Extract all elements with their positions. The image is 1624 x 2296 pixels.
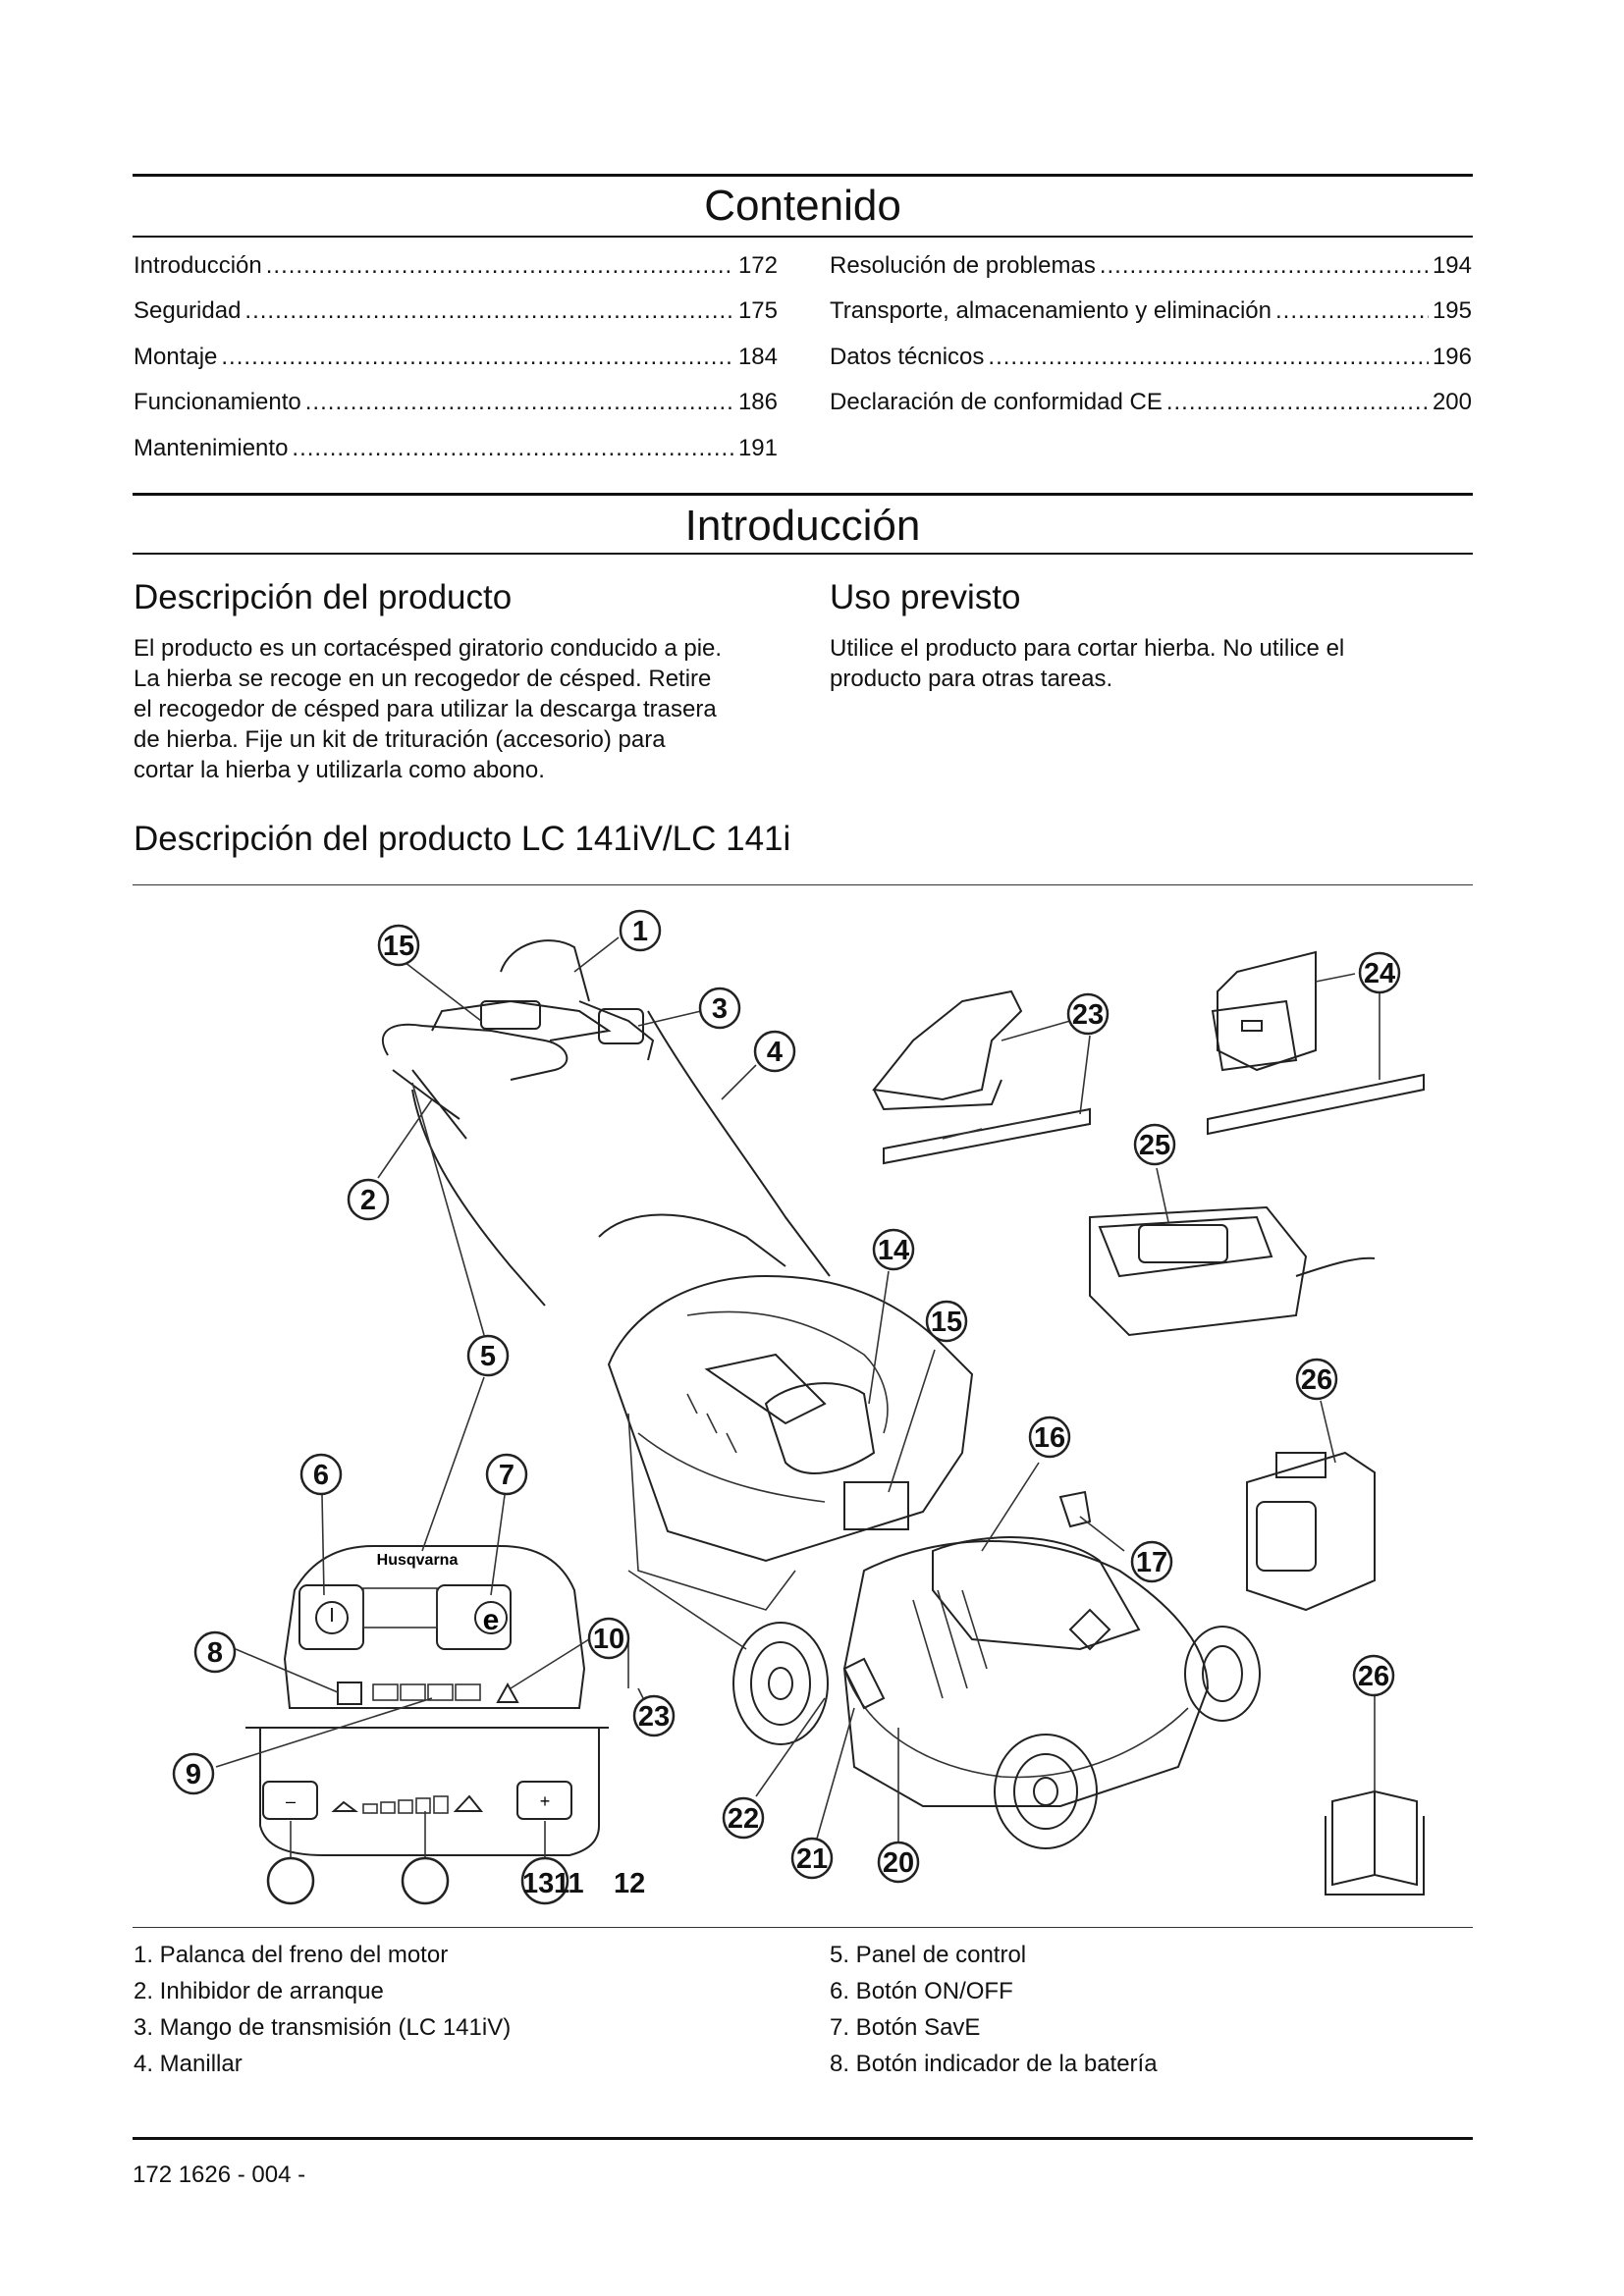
svg-text:15: 15 (382, 931, 415, 962)
legend-item: 3. Mango de transmisión (LC 141iV) (134, 2014, 512, 2041)
svg-text:7: 7 (498, 1460, 515, 1491)
control-panel-closeup (245, 1546, 609, 1855)
callout-9 (174, 1754, 213, 1793)
callout-13-label: 13 (522, 1868, 555, 1899)
figure-bottom-rule (133, 1927, 1473, 1928)
callout-2 (349, 1180, 388, 1219)
intended-use-heading: Uso previsto (830, 578, 1021, 616)
battery-illustration (1247, 1453, 1375, 1610)
charger-illustration (1090, 1207, 1375, 1335)
callout-24 (1135, 1125, 1174, 1164)
legend-item: 6. Botón ON/OFF (830, 1978, 1013, 2004)
callout-14 (874, 1230, 913, 1269)
brand-logo: Husqvarna (376, 1552, 459, 1569)
callout-25 (1297, 1360, 1336, 1399)
leader-lines (216, 937, 1380, 1860)
intro-title: Introducción (684, 502, 921, 550)
svg-text:+: + (539, 1791, 551, 1811)
callout-11-label: 11 (554, 1868, 584, 1899)
legend-item: 2. Inhibidor de arranque (134, 1978, 384, 2004)
legend-item: 5. Panel de control (830, 1942, 1027, 1968)
manual-book-illustration (1326, 1791, 1424, 1895)
toc-title: Contenido (704, 182, 901, 230)
svg-text:14: 14 (877, 1235, 910, 1266)
toc-entry[interactable]: Seguridad ..... 175 (134, 297, 778, 327)
callout-8 (195, 1632, 235, 1672)
svg-text:15: 15 (930, 1307, 963, 1338)
toc-entry[interactable]: Transporte, almacenamiento y eliminación ..... 195 (830, 297, 1472, 327)
svg-text:25: 25 (1138, 1130, 1171, 1161)
callout-15-handle (379, 926, 418, 965)
callout-1 (621, 911, 660, 950)
toc-entry[interactable]: Montaje ..... 184 (134, 344, 778, 373)
turtle-icon (334, 1802, 355, 1811)
callout-11-circle (403, 1858, 448, 1903)
legend-item: 4. Manillar (134, 2051, 243, 2077)
callout-22 (1068, 994, 1108, 1034)
svg-text:20: 20 (882, 1847, 915, 1879)
toc-entry[interactable]: Introducción ..... 172 (134, 252, 778, 282)
callout-4 (755, 1032, 794, 1071)
svg-text:23: 23 (637, 1701, 671, 1733)
rear-right-wheel (1185, 1627, 1260, 1721)
svg-text:23: 23 (1071, 999, 1105, 1031)
callout-19 (792, 1839, 832, 1878)
legend-item: 7. Botón SavE (830, 2014, 981, 2041)
callout-23 (1360, 953, 1399, 992)
toc-entry[interactable]: Resolución de problemas ..... 194 (830, 252, 1472, 282)
legend-item: 8. Botón indicador de la batería (830, 2051, 1158, 2077)
mulching-kit-illustration (874, 991, 1090, 1163)
legend-right (830, 1941, 1458, 2086)
model-description-heading: Descripción del producto LC 141iV/LC 141i (134, 820, 791, 858)
toc-entry[interactable]: Funcionamiento ..... 186 (134, 389, 778, 418)
svg-text:26: 26 (1357, 1661, 1390, 1692)
save-icon: e (482, 1604, 500, 1636)
callout-21 (634, 1696, 674, 1735)
mower-illustration (383, 940, 1260, 1848)
svg-text:24: 24 (1363, 958, 1396, 989)
callout-7 (487, 1455, 526, 1494)
callout-3 (700, 988, 739, 1028)
rabbit-icon (456, 1796, 481, 1811)
svg-text:26: 26 (1300, 1364, 1333, 1396)
rear-left-wheel (733, 1623, 828, 1744)
svg-text:6: 6 (312, 1460, 330, 1491)
intended-use-text: Utilice el producto para cortar hierba. No utilice el producto para otras tareas. (830, 635, 1345, 692)
battery-indicator-button[interactable] (338, 1682, 361, 1704)
callout-15-panel (927, 1302, 966, 1341)
svg-text:–: – (285, 1791, 297, 1811)
toc-entry[interactable]: Declaración de conformidad CE ..... 200 (830, 389, 1472, 418)
callout-26 (1354, 1656, 1393, 1695)
toc-entry[interactable]: Mantenimiento ..... 191 (134, 435, 778, 464)
svg-text:17: 17 (1135, 1547, 1168, 1578)
callout-6 (301, 1455, 341, 1494)
footer-rule (133, 2137, 1473, 2140)
callout-20 (724, 1798, 763, 1838)
toc-entry[interactable]: Datos técnicos ..... 196 (830, 344, 1472, 373)
svg-text:2: 2 (359, 1185, 377, 1216)
callout-10 (589, 1619, 628, 1658)
svg-text:4: 4 (766, 1037, 784, 1068)
svg-text:3: 3 (711, 993, 729, 1025)
svg-text:10: 10 (592, 1624, 625, 1655)
svg-text:16: 16 (1033, 1422, 1066, 1454)
svg-text:22: 22 (727, 1803, 760, 1835)
callout-13-circle (268, 1858, 313, 1903)
svg-text:1: 1 (631, 916, 649, 947)
legend-item: 1. Palanca del freno del motor (134, 1942, 449, 1968)
callout-18 (879, 1842, 918, 1882)
svg-text:9: 9 (185, 1759, 202, 1790)
svg-text:8: 8 (206, 1637, 224, 1669)
svg-text:5: 5 (479, 1341, 497, 1372)
product-description-heading: Descripción del producto (134, 578, 513, 616)
callout-5 (468, 1336, 508, 1375)
page-footer: 172 1626 - 004 - (133, 2162, 306, 2188)
callout-17 (1132, 1542, 1171, 1581)
svg-text:21: 21 (795, 1843, 829, 1875)
callout-12-label: 12 (614, 1868, 646, 1899)
front-left-wheel (995, 1735, 1097, 1848)
callout-16 (1030, 1417, 1069, 1457)
product-description-text: El producto es un cortacésped giratorio conducido a pie. La hierba se recoge en un recogedor de césped. Retire el recogedor de césped para utilizar la descarga trasera de hierba. Fije un kit de trituración (accesorio) para cortar la hierba y utilizarla como abono. (134, 635, 723, 783)
legend-left (134, 1941, 801, 2086)
warning-icon (498, 1684, 517, 1702)
